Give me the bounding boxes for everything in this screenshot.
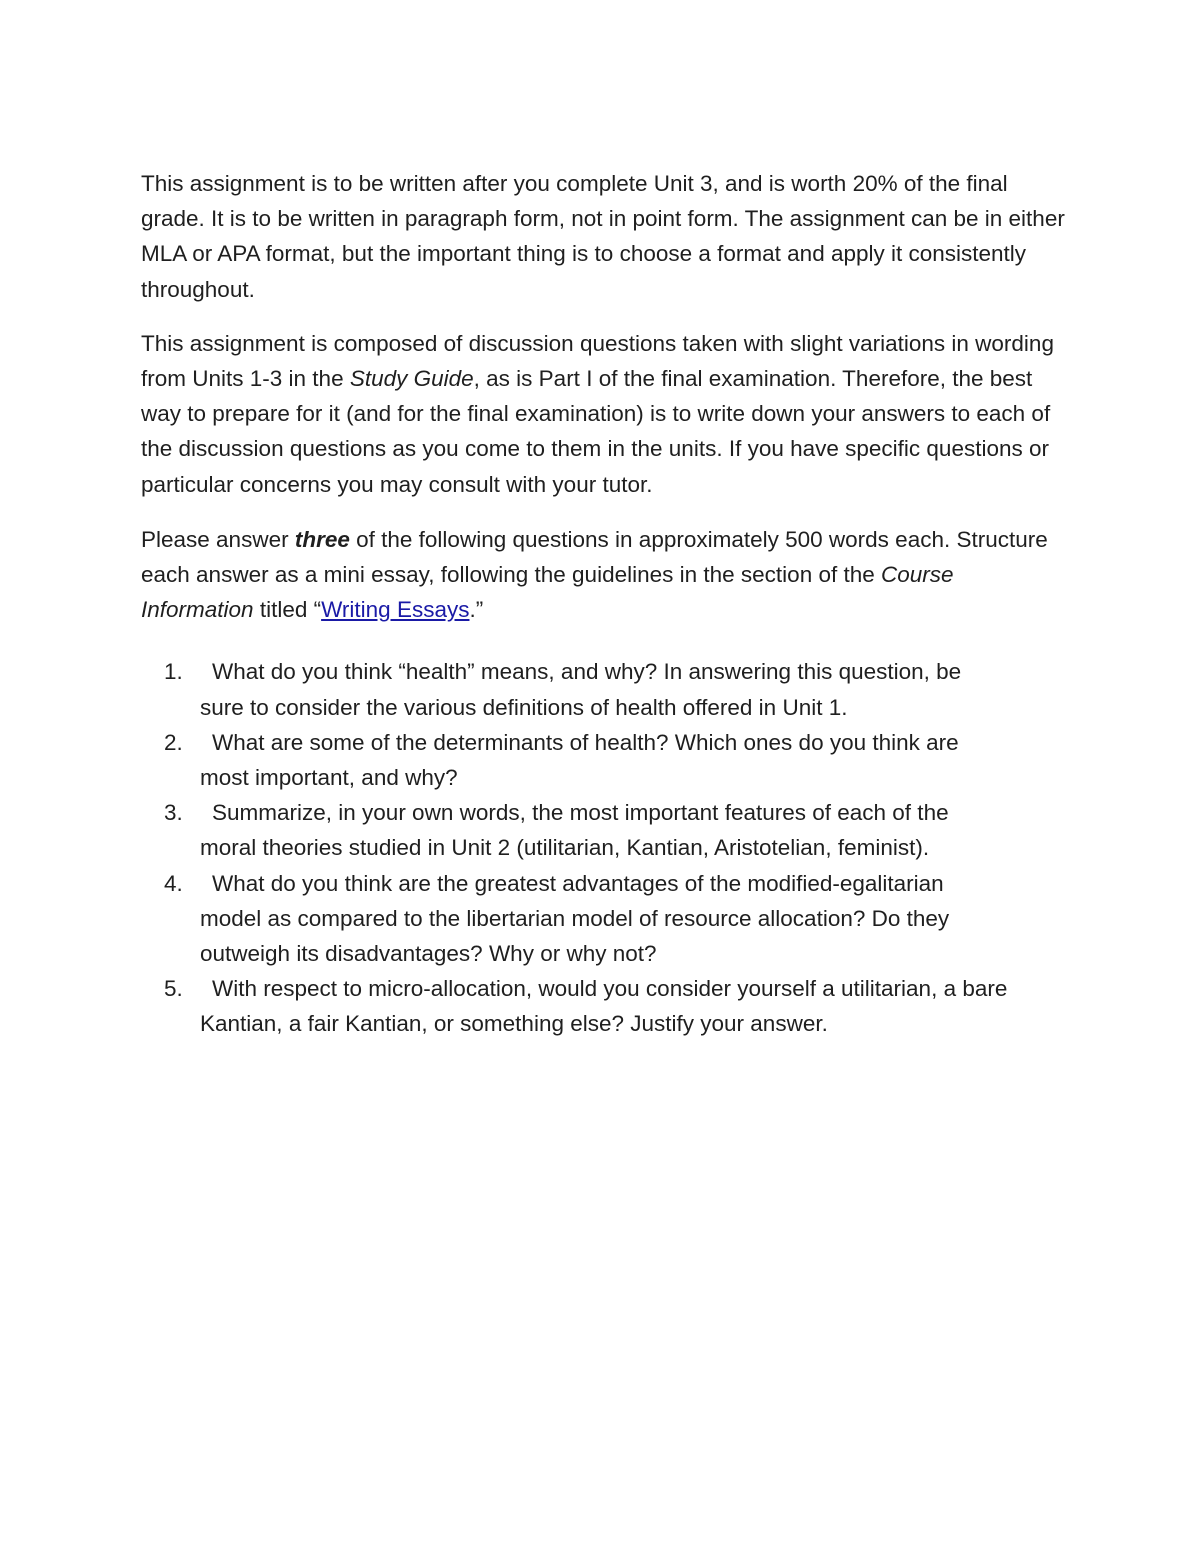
question-number: 1. <box>164 659 183 685</box>
question-number: 4. <box>164 870 183 896</box>
instructions-text-titled: titled “ <box>253 597 322 623</box>
instructions-text-end: .” <box>469 597 484 623</box>
composition-text-start: This assignment is composed of discussion questions taken with slight variations in wording from Units 1-3 in the <box>141 330 1054 392</box>
composition-paragraph <box>141 326 1071 502</box>
question-number: 3. <box>164 800 183 826</box>
instructions-text-middle: of the following questions in approximately 500 words each. Structure each answer as a mini essay, following the guidelines in the section of the <box>141 526 1048 588</box>
intro-paragraph <box>141 166 1071 307</box>
question-number: 2. <box>164 729 183 755</box>
question-item-1 <box>141 654 1010 724</box>
question-item-4 <box>141 866 1010 972</box>
question-text: With respect to micro-allocation, would you consider yourself a utilitarian, a bare Kantian, a fair Kantian, or something else? Justify your answer. <box>200 976 1008 1037</box>
study-guide-title: Study Guide <box>349 366 474 392</box>
intro-text: This assignment is to be written after you complete Unit 3, and is worth 20% of the final grade. It is to be written in paragraph form, not in point form. The assignment can be in either MLA or APA format, but the important thing is to choose a format and apply it consistently throughout. <box>141 171 1065 302</box>
instructions-paragraph <box>141 522 1071 628</box>
question-text: What do you think are the greatest advantages of the modified-egalitarian model as compared to the libertarian model of resource allocation? Do they outweigh its disadvantages? Why or why not? <box>200 870 950 967</box>
course-information-title: Course Information <box>141 562 954 623</box>
composition-text-end: , as is Part I of the final examination. Therefore, the best way to prepare for it (and for the final examination) is to write down your answers to each of the discussion questions as you come to them in the units. If you have specific questions or particular concerns you may consult with your tutor. <box>141 366 1051 497</box>
writing-essays-link[interactable]: Writing Essays <box>321 597 470 623</box>
question-text: What are some of the determinants of health? Which ones do you think are most important, and why? <box>200 729 959 791</box>
question-number: 5. <box>164 976 183 1002</box>
question-text: What do you think “health” means, and why? In answering this question, be sure to consider the various definitions of health offered in Unit 1. <box>200 659 962 720</box>
question-item-5 <box>141 971 1010 1041</box>
instructions-text-start: Please answer <box>141 526 295 552</box>
document-body <box>141 166 1071 1042</box>
question-list <box>141 654 1071 1041</box>
question-text: Summarize, in your own words, the most important features of each of the moral theories studied in Unit 2 (utilitarian, Kantian, Aristotelian, feminist). <box>200 800 949 861</box>
question-item-3 <box>141 795 1010 865</box>
emphasis-three: three <box>294 526 350 552</box>
question-item-2 <box>141 725 1010 795</box>
